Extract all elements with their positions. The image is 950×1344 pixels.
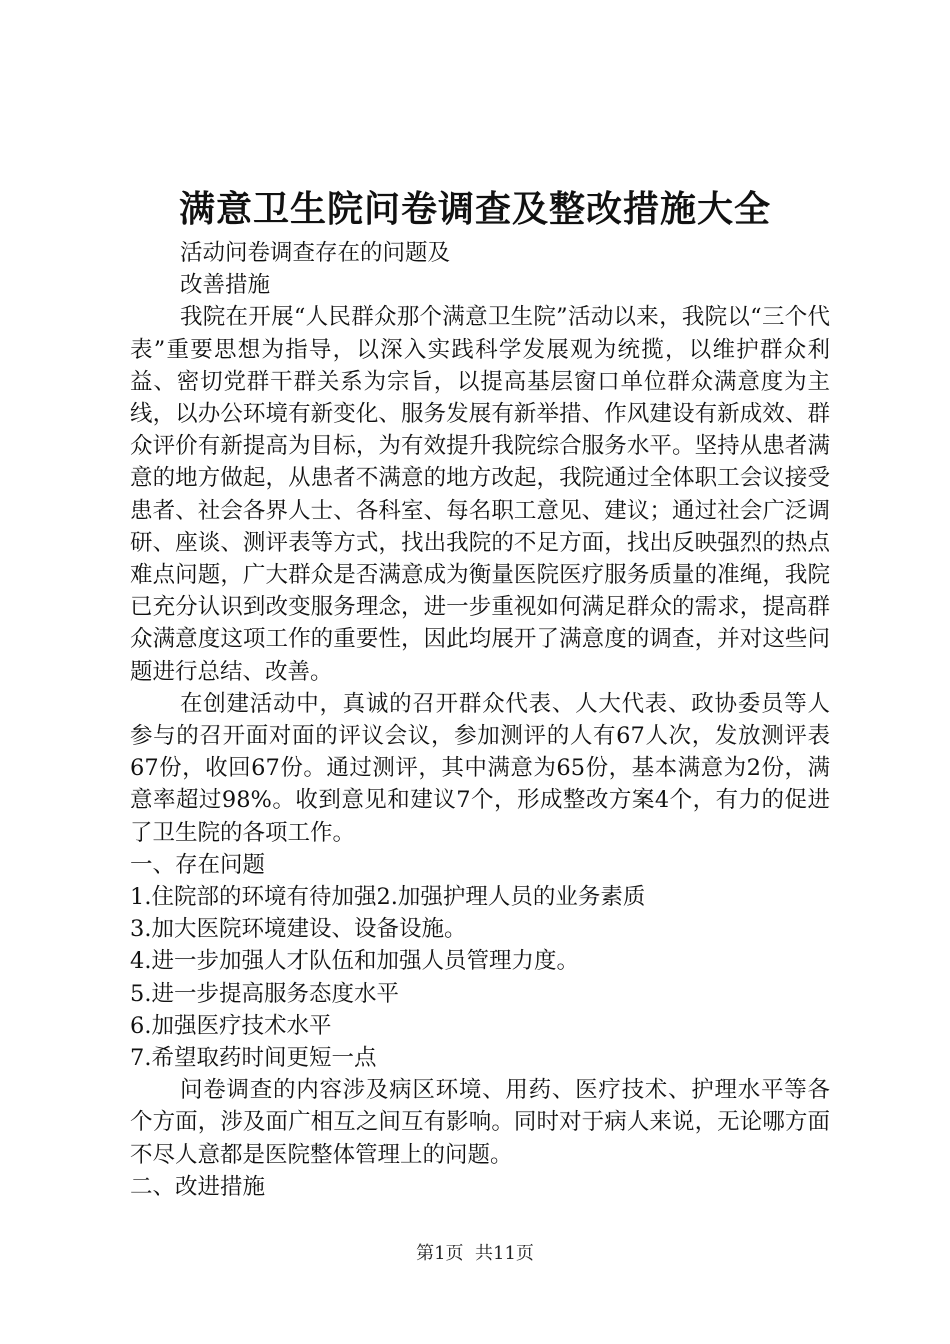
- list-item-5: 5.进一步提高服务态度水平: [130, 980, 399, 1007]
- list-item-1-2: 1.住院部的环境有待加强2.加强护理人员的业务素质: [130, 884, 646, 911]
- paragraph-evaluation: 在创建活动中，真诚的召开群众代表、人大代表、政协委员等人参与的召开面对面的评议会议，参加测评的人有67人次，发放测评表67份，收回67份。通过测评，其中满意为65份，基本满意为2份，满意率超过98%。收到意见和建议7个，形成整改方案4个，有力的促进了卫生院的各项工作。: [130, 690, 830, 846]
- list-item-7: 7.希望取药时间更短一点: [130, 1045, 377, 1072]
- paragraph-survey-scope: 问卷调查的内容涉及病区环境、用药、医疗技术、护理水平等各个方面，涉及面广相互之间互有影响。同时对于病人来说，无论哪方面不尽人意都是医院整体管理上的问题。: [130, 1077, 830, 1168]
- list-item-4: 4.进一步加强人才队伍和加强人员管理力度。: [130, 948, 579, 975]
- document-body: [130, 237, 830, 1203]
- paragraph-intro: 我院在开展“人民群众那个满意卫生院”活动以来，我院以“三个代表”重要思想为指导，以深入实践科学发展观为统揽，以维护群众利益、密切党群干群关系为宗旨，以提高基层窗口单位群众满意度为主线，以办公环境有新变化、服务发展有新举措、作风建设有新成效、群众评价有新提高为目标，为有效提升我院综合服务水平。坚持从患者满意的地方做起，从患者不满意的地方改起，我院通过全体职工会议接受患者、社会各界人士、各科室、每名职工意见、建议；通过社会广泛调研、座谈、测评表等方式，找出我院的不足方面，找出反映强烈的热点难点问题，广大群众是否满意成为衡量医院医疗服务质量的准绳，我院已充分认识到改变服务理念，进一步重视如何满足群众的需求，提高群众满意度这项工作的重要性，因此均展开了满意度的调查，并对这些问题进行总结、改善。: [130, 304, 830, 685]
- list-item-3: 3.加大医院环境建设、设备设施。: [130, 916, 467, 943]
- section-heading-improvements: 二、改进措施: [130, 1173, 266, 1200]
- section-heading-problems: 一、存在问题: [130, 851, 266, 878]
- list-item-6: 6.加强医疗技术水平: [130, 1012, 332, 1039]
- document-title: 满意卫生院问卷调查及整改措施大全: [178, 188, 771, 230]
- subheading-line-2: 改善措施: [180, 272, 271, 299]
- page-footer: 第1页 共11页: [416, 1243, 534, 1264]
- subheading-line-1: 活动问卷调查存在的问题及: [180, 240, 451, 266]
